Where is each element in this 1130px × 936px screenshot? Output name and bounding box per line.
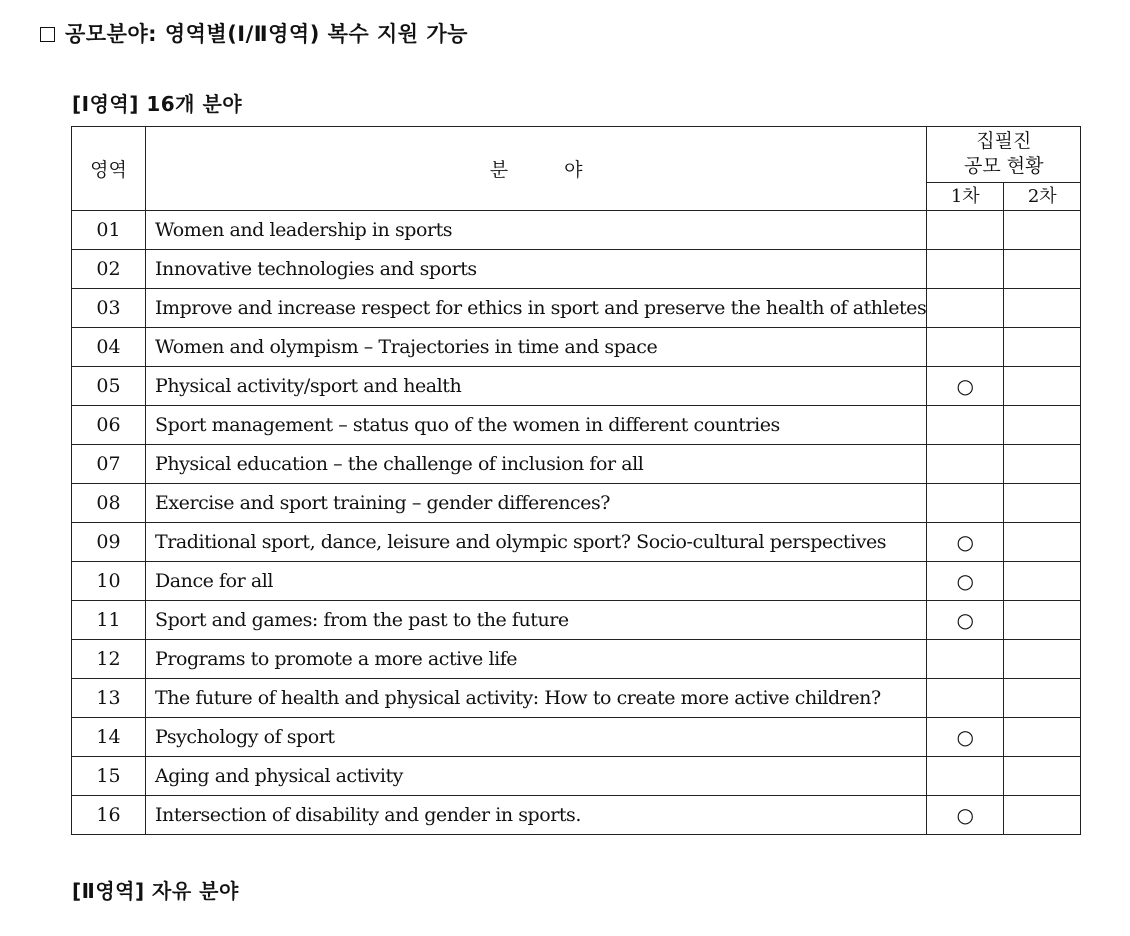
header-status-line1: 집필진	[976, 130, 1032, 153]
row-round1-mark: ○	[927, 718, 1004, 757]
row-number: 09	[72, 523, 146, 562]
row-round1-mark	[927, 640, 1004, 679]
row-round1-mark: ○	[927, 601, 1004, 640]
table-row	[72, 406, 1081, 445]
header-round-1: 1차	[927, 182, 1004, 210]
table-row	[72, 718, 1081, 757]
row-round1-mark	[927, 289, 1004, 328]
row-round1-mark	[927, 250, 1004, 289]
row-field: Innovative technologies and sports	[146, 250, 927, 289]
row-number: 12	[72, 640, 146, 679]
table-row	[72, 250, 1081, 289]
row-round2-mark	[1004, 211, 1081, 250]
row-round2-mark	[1004, 679, 1081, 718]
row-number: 05	[72, 367, 146, 406]
table-row	[72, 367, 1081, 406]
row-round2-mark	[1004, 406, 1081, 445]
table-row	[72, 757, 1081, 796]
row-field: Programs to promote a more active life	[146, 640, 927, 679]
table-row	[72, 601, 1081, 640]
page-heading	[40, 18, 468, 48]
header-field-char-2: 야	[564, 159, 583, 181]
checkbox-square-icon	[40, 27, 55, 42]
table-body	[72, 211, 1081, 835]
table-row	[72, 445, 1081, 484]
row-round2-mark	[1004, 484, 1081, 523]
table-row	[72, 523, 1081, 562]
header-field-char-1: 분	[489, 159, 509, 181]
row-round2-mark	[1004, 796, 1081, 835]
row-round2-mark	[1004, 445, 1081, 484]
table-row	[72, 796, 1081, 835]
row-round2-mark	[1004, 640, 1081, 679]
row-round2-mark	[1004, 601, 1081, 640]
row-field: Traditional sport, dance, leisure and olympic sport? Socio-cultural perspectives	[146, 523, 927, 562]
row-number: 01	[72, 211, 146, 250]
header-status-line2: 공모 현황	[964, 155, 1044, 178]
row-number: 04	[72, 328, 146, 367]
row-number: 15	[72, 757, 146, 796]
row-number: 03	[72, 289, 146, 328]
table-row	[72, 679, 1081, 718]
header-round-2: 2차	[1004, 182, 1081, 210]
row-round1-mark	[927, 679, 1004, 718]
row-round2-mark	[1004, 718, 1081, 757]
table-row	[72, 562, 1081, 601]
section-title-region-2: [Ⅱ영역] 자유 분야	[72, 879, 239, 903]
row-field: Intersection of disability and gender in sports.	[146, 796, 927, 835]
row-round2-mark	[1004, 562, 1081, 601]
row-round1-mark	[927, 211, 1004, 250]
heading-text: 공모분야: 영역별(I/Ⅱ영역) 복수 지원 가능	[65, 22, 468, 46]
row-round2-mark	[1004, 289, 1081, 328]
row-field: Physical activity/sport and health	[146, 367, 927, 406]
row-field: Physical education – the challenge of inclusion for all	[146, 445, 927, 484]
row-number: 02	[72, 250, 146, 289]
row-round1-mark: ○	[927, 367, 1004, 406]
row-round1-mark: ○	[927, 562, 1004, 601]
row-round1-mark	[927, 328, 1004, 367]
row-number: 10	[72, 562, 146, 601]
header-region: 영역	[72, 127, 146, 211]
row-field: Women and olympism – Trajectories in time and space	[146, 328, 927, 367]
row-number: 13	[72, 679, 146, 718]
row-round1-mark	[927, 757, 1004, 796]
row-field: Sport management – status quo of the women in different countries	[146, 406, 927, 445]
row-round2-mark	[1004, 757, 1081, 796]
row-round2-mark	[1004, 367, 1081, 406]
row-number: 08	[72, 484, 146, 523]
fields-table	[71, 126, 1081, 835]
row-round2-mark	[1004, 328, 1081, 367]
section-title-region-1: [I영역] 16개 분야	[72, 92, 243, 116]
row-field: Psychology of sport	[146, 718, 927, 757]
table-row	[72, 211, 1081, 250]
row-field: Women and leadership in sports	[146, 211, 927, 250]
row-round1-mark: ○	[927, 523, 1004, 562]
table-row	[72, 484, 1081, 523]
header-field	[146, 127, 927, 211]
row-round1-mark	[927, 445, 1004, 484]
table-row	[72, 289, 1081, 328]
row-field: Dance for all	[146, 562, 927, 601]
row-round2-mark	[1004, 250, 1081, 289]
header-status	[927, 127, 1081, 183]
row-field: The future of health and physical activity: How to create more active children?	[146, 679, 927, 718]
row-round2-mark	[1004, 523, 1081, 562]
row-number: 06	[72, 406, 146, 445]
row-number: 11	[72, 601, 146, 640]
row-round1-mark: ○	[927, 796, 1004, 835]
table-row	[72, 328, 1081, 367]
row-field: Aging and physical activity	[146, 757, 927, 796]
row-number: 14	[72, 718, 146, 757]
row-number: 07	[72, 445, 146, 484]
row-number: 16	[72, 796, 146, 835]
row-round1-mark	[927, 484, 1004, 523]
row-field: Sport and games: from the past to the future	[146, 601, 927, 640]
row-round1-mark	[927, 406, 1004, 445]
row-field: Exercise and sport training – gender differences?	[146, 484, 927, 523]
row-field: Improve and increase respect for ethics in sport and preserve the health of athletes	[146, 289, 927, 328]
table-row	[72, 640, 1081, 679]
